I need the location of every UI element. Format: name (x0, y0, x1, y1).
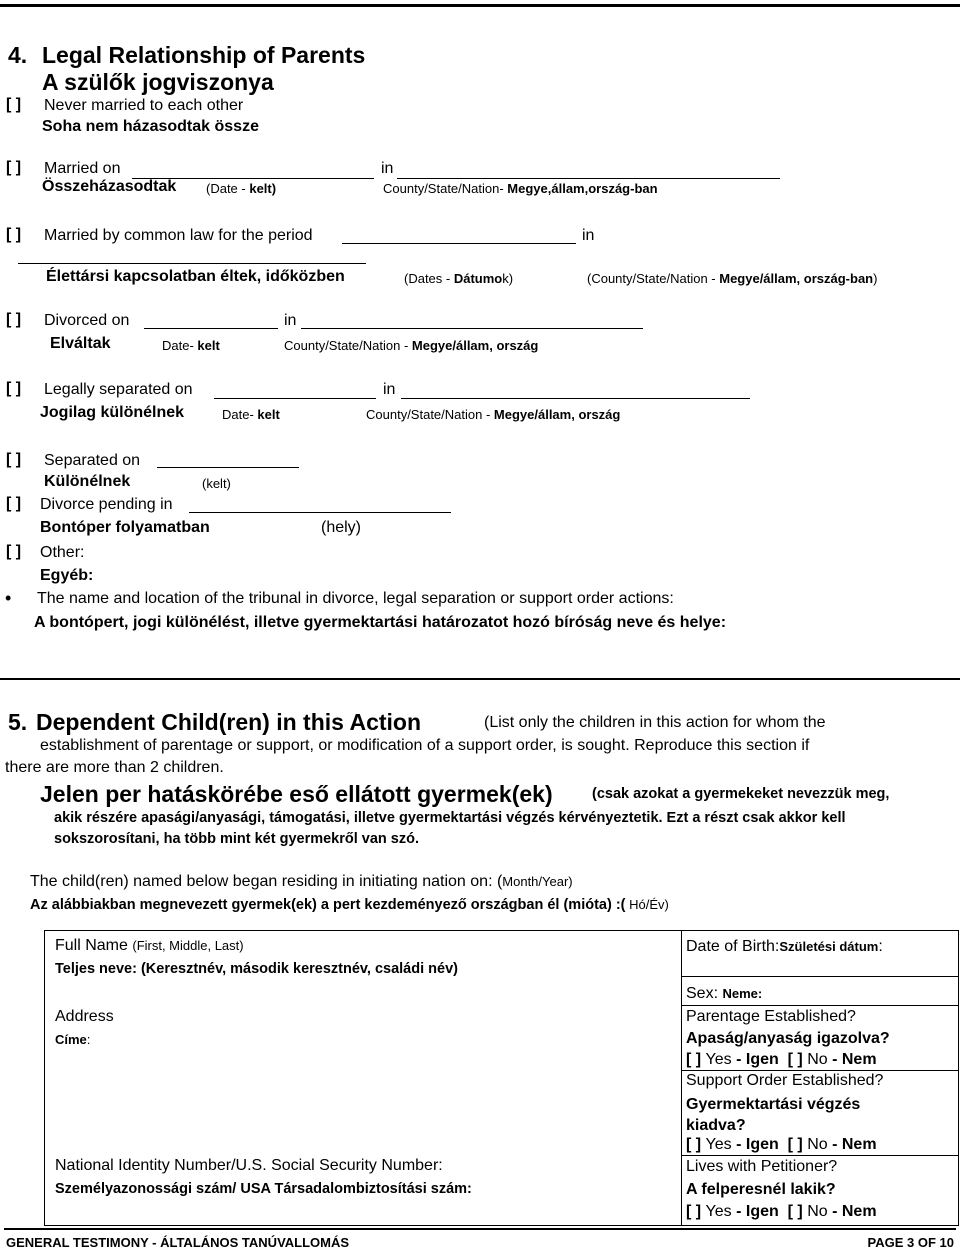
common-law-place-field[interactable] (18, 263, 366, 264)
parentage-divider (682, 1070, 958, 1071)
parentage-label-hu: Apaság/anyaság igazolva? (686, 1030, 890, 1047)
sex-label: Sex: Neme: (686, 985, 763, 1002)
never-married-checkbox[interactable]: [ ] (6, 96, 22, 113)
common-law-checkbox[interactable]: [ ] (6, 226, 22, 243)
id-number-label-hu: Személyazonossági szám/ USA Társadalombiztosítási szám: (55, 1181, 472, 1197)
married-checkbox[interactable]: [ ] (6, 159, 22, 176)
full-name-label-en: Full Name (First, Middle, Last) (55, 937, 244, 954)
never-married-label-en: Never married to each other (44, 97, 244, 114)
other-checkbox[interactable]: [ ] (6, 543, 22, 560)
section5-number: 5. (8, 709, 28, 735)
separated-date-hint: (kelt) (202, 476, 231, 491)
legally-separated-county-hint: County/State/Nation - Megye/állam, ország (366, 407, 621, 422)
separated-label-hu: Különélnek (44, 473, 131, 490)
support-divider (682, 1155, 958, 1156)
married-place-field[interactable] (397, 178, 780, 179)
lives-with-yes-no[interactable]: [ ] Yes - Igen [ ] No - Nem (686, 1203, 877, 1220)
section5-note-line1: (List only the children in this action for whom the (484, 714, 826, 731)
divorced-place-field[interactable] (301, 328, 643, 329)
married-label-hu: Összeházasodtak (42, 178, 177, 195)
legally-separated-label-en: Legally separated on (44, 381, 193, 398)
section5-title-en: Dependent Child(ren) in this Action (36, 709, 422, 735)
divorced-date-hint: Date- kelt (162, 338, 220, 353)
id-number-label-en: National Identity Number/U.S. Social Security Number: (55, 1157, 443, 1174)
section5-note-line2: establishment of parentage or support, or modification of a support order, is sought. Reproduce this section if (40, 737, 810, 754)
divorced-date-field[interactable] (144, 328, 278, 329)
divorced-label-hu: Elváltak (50, 335, 111, 352)
child-info-left-cell (45, 931, 682, 1226)
support-label-en: Support Order Established? (686, 1072, 884, 1089)
footer-right: PAGE 3 OF 10 (867, 1235, 954, 1250)
section4-title-en: Legal Relationship of Parents (42, 42, 366, 68)
support-yes-no[interactable]: [ ] Yes - Igen [ ] No - Nem (686, 1136, 877, 1153)
divorce-pending-place-field[interactable] (189, 512, 451, 513)
common-law-label-hu: Élettársi kapcsolatban éltek, időközben (46, 268, 345, 285)
divorce-pending-checkbox[interactable]: [ ] (6, 495, 22, 512)
divorced-checkbox[interactable]: [ ] (6, 311, 22, 328)
legally-separated-checkbox[interactable]: [ ] (6, 380, 22, 397)
common-law-label-en: Married by common law for the period (44, 227, 313, 244)
full-name-label-hu: Teljes neve: (Keresztnév, második keresztnév, családi név) (55, 961, 458, 977)
other-label-en: Other: (40, 544, 85, 561)
tribunal-label-hu: A bontópert, jogi különélést, illetve gyermektartási határozatot hozó bíróság neve és helye: (34, 614, 727, 631)
support-label-hu: Gyermektartási végzés kiadva? (686, 1096, 861, 1134)
section5-note-hu-line2: akik részére apasági/anyasági, támogatási, illetve gyermektartási végzés kérvényeztetik. Ezt a részt csak akkor kell (54, 810, 846, 826)
separated-label-en: Separated on (44, 452, 141, 469)
tribunal-bullet: • (5, 588, 12, 608)
section4-title-hu: A szülők jogviszonya (42, 69, 274, 95)
address-label-en: Address (55, 1008, 114, 1025)
section5-title-hu: Jelen per hatáskörébe eső ellátott gyermek(ek) (40, 781, 553, 807)
common-law-county-hint: (County/State/Nation - Megye/állam, ország-ban) (587, 271, 878, 286)
footer-left: GENERAL TESTIMONY - ÁLTALÁNOS TANÚVALLOMÁS (6, 1235, 350, 1250)
child-info-table (44, 930, 959, 1226)
sex-divider (682, 1005, 958, 1006)
parentage-yes-no[interactable]: [ ] Yes - Igen [ ] No - Nem (686, 1051, 877, 1068)
divorced-label-en: Divorced on (44, 312, 130, 329)
child-info-right-cell (682, 931, 959, 1226)
lives-with-label-hu: A felperesnél lakik? (686, 1181, 836, 1198)
parentage-label-en: Parentage Established? (686, 1008, 856, 1025)
section5-note-hu-line3: sokszorosítani, ha több mint két gyermekről van szó. (54, 831, 420, 847)
common-law-dates-hint: (Dates - Dátumok) (404, 271, 514, 286)
separated-date-field[interactable] (157, 467, 299, 468)
legally-separated-label-hu: Jogilag különélnek (40, 404, 185, 421)
residing-label-en: The child(ren) named below began residing in initiating nation on: (Month/Year) (30, 873, 573, 890)
section4-number: 4. (8, 42, 28, 68)
lives-with-label-en: Lives with Petitioner? (686, 1158, 838, 1175)
footer-rule (4, 1228, 956, 1230)
common-law-in-label: in (582, 227, 595, 244)
never-married-label-hu: Soha nem házasodtak össze (42, 118, 259, 135)
married-on-label-en: Married on (44, 160, 121, 177)
common-law-period-field[interactable] (342, 243, 576, 244)
separated-checkbox[interactable]: [ ] (6, 451, 22, 468)
married-date-hint: (Date - kelt) (206, 181, 277, 196)
divorce-pending-label-hu: Bontóper folyamatban (40, 519, 210, 536)
divorced-in-label: in (284, 312, 297, 329)
tribunal-label-en: The name and location of the tribunal in divorce, legal separation or support order actions: (37, 590, 674, 607)
divorce-pending-label-en: Divorce pending in (40, 496, 173, 513)
other-label-hu: Egyéb: (40, 567, 94, 584)
top-rule (0, 4, 960, 7)
married-county-hint: County/State/Nation- Megye,állam,ország-ban (383, 181, 658, 196)
divorce-pending-place-hint: (hely) (321, 519, 362, 536)
legally-separated-date-hint: Date- kelt (222, 407, 280, 422)
address-label-hu: Címe: (55, 1032, 91, 1047)
residing-label-hu: Az alábbiakban megnevezett gyermek(ek) a pert kezdeményező országban él (mióta) :( Hó/Év) (30, 897, 669, 913)
legally-separated-in-label: in (383, 381, 396, 398)
legally-separated-place-field[interactable] (401, 398, 750, 399)
section5-note-line3: there are more than 2 children. (5, 759, 224, 776)
married-in-label: in (381, 160, 394, 177)
divorced-county-hint: County/State/Nation - Megye/állam, ország (284, 338, 539, 353)
legally-separated-date-field[interactable] (214, 398, 376, 399)
section5-note-hu-line1: (csak azokat a gyermekeket nevezzük meg, (592, 786, 890, 802)
dob-divider (682, 976, 958, 977)
section-separator (0, 678, 960, 680)
dob-label: Date of Birth:Születési dátum: (686, 938, 883, 955)
